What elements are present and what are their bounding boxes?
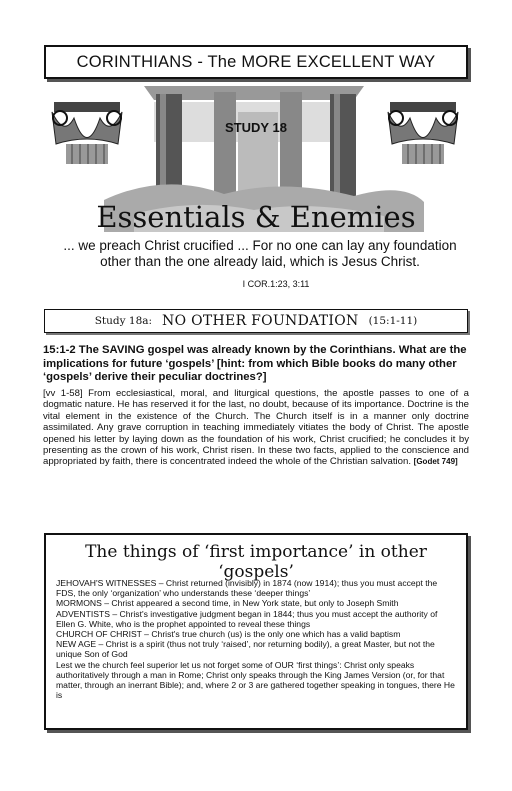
- scripture-quote: [40, 238, 480, 270]
- quote-line-1: ... we preach Christ crucified ... For no one can lay any foundation: [63, 238, 457, 253]
- other-gospels-box: [44, 533, 468, 730]
- series-title: CORINTHIANS - The MORE EXCELLENT WAY: [76, 52, 436, 71]
- study-question: 15:1-2 The SAVING gospel was already known by the Corinthians. What are the implications for future ‘gospels’ [hint: from which Bible books do many other ‘gospels’ derive their peculiar doctrines?]: [43, 344, 467, 383]
- list-item: MORMONS – Christ appeared a second time, in New York state, but only to Joseph Smith: [56, 598, 399, 609]
- quote-line-2: other than the one already laid, which is Jesus Christ.: [100, 254, 420, 269]
- commentary-paragraph: [43, 388, 469, 468]
- list-item: NEW AGE – Christ is a spirit (thus not truly ‘raised’, nor returning bodily), a great Master, but not the unique Son of God: [56, 639, 435, 660]
- section-header: [44, 309, 468, 333]
- commentary-text: [vv 1-58] From ecclesiastical, moral, and liturgical questions, the apostle passes to one of a dogmatic nature. He has reserved it for the last, no doubt, because of its importance. Doctrine is the vital element in the existence of the Church. The Church itself is in a manner only doctrine assimilated. Any grave corruption in teaching immediately vitiates the body of Christ. The apostle opened his letter by laying down as the foundation of his work, Christ crucified; he concludes it by presenting as the crown of his work, Christ risen. In these two facts, applied to the conscience and appropriated by faith, there is concentrated indeed the whole of the Christian salvation.: [43, 388, 469, 468]
- list-item: ADVENTISTS – Christ's investigative judgment began in 1844; thus you must accept the authority of Ellen G. White, who is the prophet appointed to reveal these things: [56, 608, 438, 629]
- commentary-citation: [Godet 749]: [413, 457, 458, 467]
- box-title: The things of ‘first importance’ in other ‘gospels’: [85, 542, 427, 582]
- verse-range: (15:1-11): [368, 315, 418, 327]
- list-item: CHURCH OF CHRIST – Christ's true church (us) is the only one which has a valid baptism: [56, 629, 401, 640]
- list-item: JEHOVAH'S WITNESSES – Christ returned (invisibly) in 1874 (now 1914); thus you must accept the FDS, the only ‘organization’ who understands these ‘deeper things’: [56, 578, 438, 599]
- study-label: STUDY 18: [225, 120, 287, 135]
- series-title-banner: [44, 45, 468, 79]
- other-gospels-list: [56, 578, 458, 700]
- scripture-reference: I COR.1:23, 3:11: [242, 279, 310, 289]
- list-item: Lest we the church feel superior let us not forget some of OUR ‘first things’: Christ only speaks authoritatively through a man in Rome; Christ only speaks through the King James Version (or, for that matter, through an inerrant Bible); and, where 2 or 3 are gathered together speaking in tongues, there He is: [56, 659, 455, 701]
- study-number: Study 18a:: [94, 315, 153, 327]
- hero-illustration: [44, 82, 468, 232]
- page-title: Essentials & Enemies: [96, 200, 416, 234]
- section-heading: NO OTHER FOUNDATION: [162, 313, 359, 329]
